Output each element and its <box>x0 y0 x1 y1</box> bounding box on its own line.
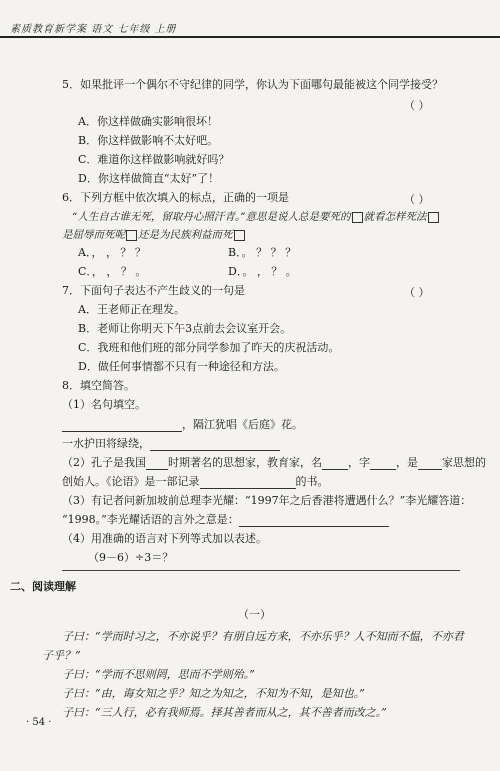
q8-p2-a: （2）孔子是我国 <box>62 456 146 469</box>
q8-p2-e: 家思想的 <box>442 456 486 469</box>
fill-blank[interactable] <box>239 515 389 527</box>
q5-answer-paren: （ ） <box>404 99 430 112</box>
blank-box <box>234 230 245 241</box>
q6-quote2a: 是屈辱而死呢 <box>62 229 125 241</box>
q7-option-d: D．做任何事情都不只有一种途径和方法。 <box>78 360 285 373</box>
answer-line <box>62 570 460 571</box>
subsection-title: （一） <box>238 608 271 621</box>
q8-part1-line1 <box>62 418 303 432</box>
q7-answer-paren: （ ） <box>404 286 430 299</box>
q5-option-b: B．你这样做影响不太好吧。 <box>78 134 219 147</box>
q6-quote-line2 <box>62 228 246 242</box>
q8-p2-f: 创始人。《论语》是一部记录 <box>62 475 200 488</box>
q7-stem: 7．下面句子表达不产生歧义的一句是 <box>62 284 245 297</box>
fill-blank[interactable] <box>418 458 442 470</box>
fill-blank[interactable] <box>146 458 168 470</box>
q8-p2-g: 的书。 <box>295 475 329 488</box>
fill-blank[interactable] <box>150 439 280 451</box>
section-title: 二、阅读理解 <box>10 580 76 593</box>
q8-p2-c: ，字 <box>348 456 370 469</box>
q8-part2-line1 <box>62 456 486 470</box>
fill-blank[interactable] <box>62 420 182 432</box>
q8-part1-line1-tail: ，隔江犹唱《后庭》花。 <box>182 418 303 431</box>
q8-part4: （4）用准确的语言对下列等式加以表述。 <box>62 532 267 545</box>
q8-p2-d: ，是 <box>396 456 418 469</box>
q6-option-a: A．， ， ？ ？ <box>78 246 146 259</box>
q8-part1-line2 <box>62 437 280 451</box>
q7-option-c: C．我班和他们班的部分同学参加了昨天的庆祝活动。 <box>78 341 340 354</box>
q8-part3-line1: （3）有记者问新加坡前总理李光耀：“1997年之后香港将遭遇什么？”李光耀答道： <box>62 494 472 507</box>
q7-option-b: B．老师让你明天下午3点前去会议室开会。 <box>78 322 292 335</box>
q8-part3-line2 <box>62 513 389 527</box>
passage-line: 子曰：“学而不思则罔，思而不学则殆。” <box>62 668 255 681</box>
passage-line: 子曰：“三人行，必有我师焉。择其善者而从之，其不善者而改之。” <box>62 706 387 719</box>
q6-option-d: D．。 ， ？ 。 <box>228 265 297 278</box>
q6-quote-line1 <box>72 210 440 224</box>
fill-blank[interactable] <box>200 477 296 489</box>
q6-option-b: B．。 ？ ？ ？ <box>228 246 297 259</box>
header-title: 素质教育新学案 语文 七年级 上册 <box>10 24 177 35</box>
fill-blank[interactable] <box>322 458 348 470</box>
q6-quote1a: “人生自古谁无死，留取丹心照汗青。”意思是说人总是要死的 <box>72 211 351 223</box>
blank-box <box>126 230 137 241</box>
q6-answer-paren: （ ） <box>404 193 430 206</box>
q7-option-a: A．王老师正在理发。 <box>78 303 185 316</box>
passage-line: 子乎？” <box>42 649 81 662</box>
q6-quote2b: 还是为民族利益而死 <box>138 229 233 241</box>
q8-stem: 8．填空简答。 <box>62 379 135 392</box>
blank-box <box>352 212 363 223</box>
q5-stem: 5．如果批评一个偶尔不守纪律的同学，你认为下面哪句最能被这个同学接受？ <box>62 78 443 91</box>
page-number: · 54 · <box>26 717 52 728</box>
q8-part2-line2 <box>62 475 329 489</box>
page-header <box>0 0 500 36</box>
q6-option-c: C．， ， ？ 。 <box>78 265 147 278</box>
header-rule <box>0 36 500 38</box>
q5-option-a: A．你这样做确实影响很坏！ <box>78 115 218 128</box>
passage-line: 子曰：“由，诲女知之乎？知之为知之，不知为不知，是知也。” <box>62 687 365 700</box>
fill-blank[interactable] <box>370 458 396 470</box>
q6-quote1b: 就看怎样死法 <box>363 211 427 223</box>
q5-option-d: D．你这样做简直“太好”了！ <box>78 172 220 185</box>
q8-part1: （1）名句填空。 <box>62 398 146 411</box>
blank-box <box>428 212 439 223</box>
passage-line: 子曰：“学而时习之，不亦说乎？有朋自远方来，不亦乐乎？人不知而不愠，不亦君 <box>62 630 464 643</box>
q8-part1-line2-head: 一水护田将绿绕， <box>62 437 150 450</box>
q8-p2-b: 时期著名的思想家，教育家，名 <box>168 456 322 469</box>
q6-stem: 6．下列方框中依次填入的标点，正确的一项是 <box>62 191 289 204</box>
q8-p3-b: “1998。”李光耀话语的言外之意是： <box>62 513 239 526</box>
q5-option-c: C．难道你这样做影响就好吗？ <box>78 153 230 166</box>
q8-equation: （9－6）÷3＝？ <box>88 551 174 564</box>
